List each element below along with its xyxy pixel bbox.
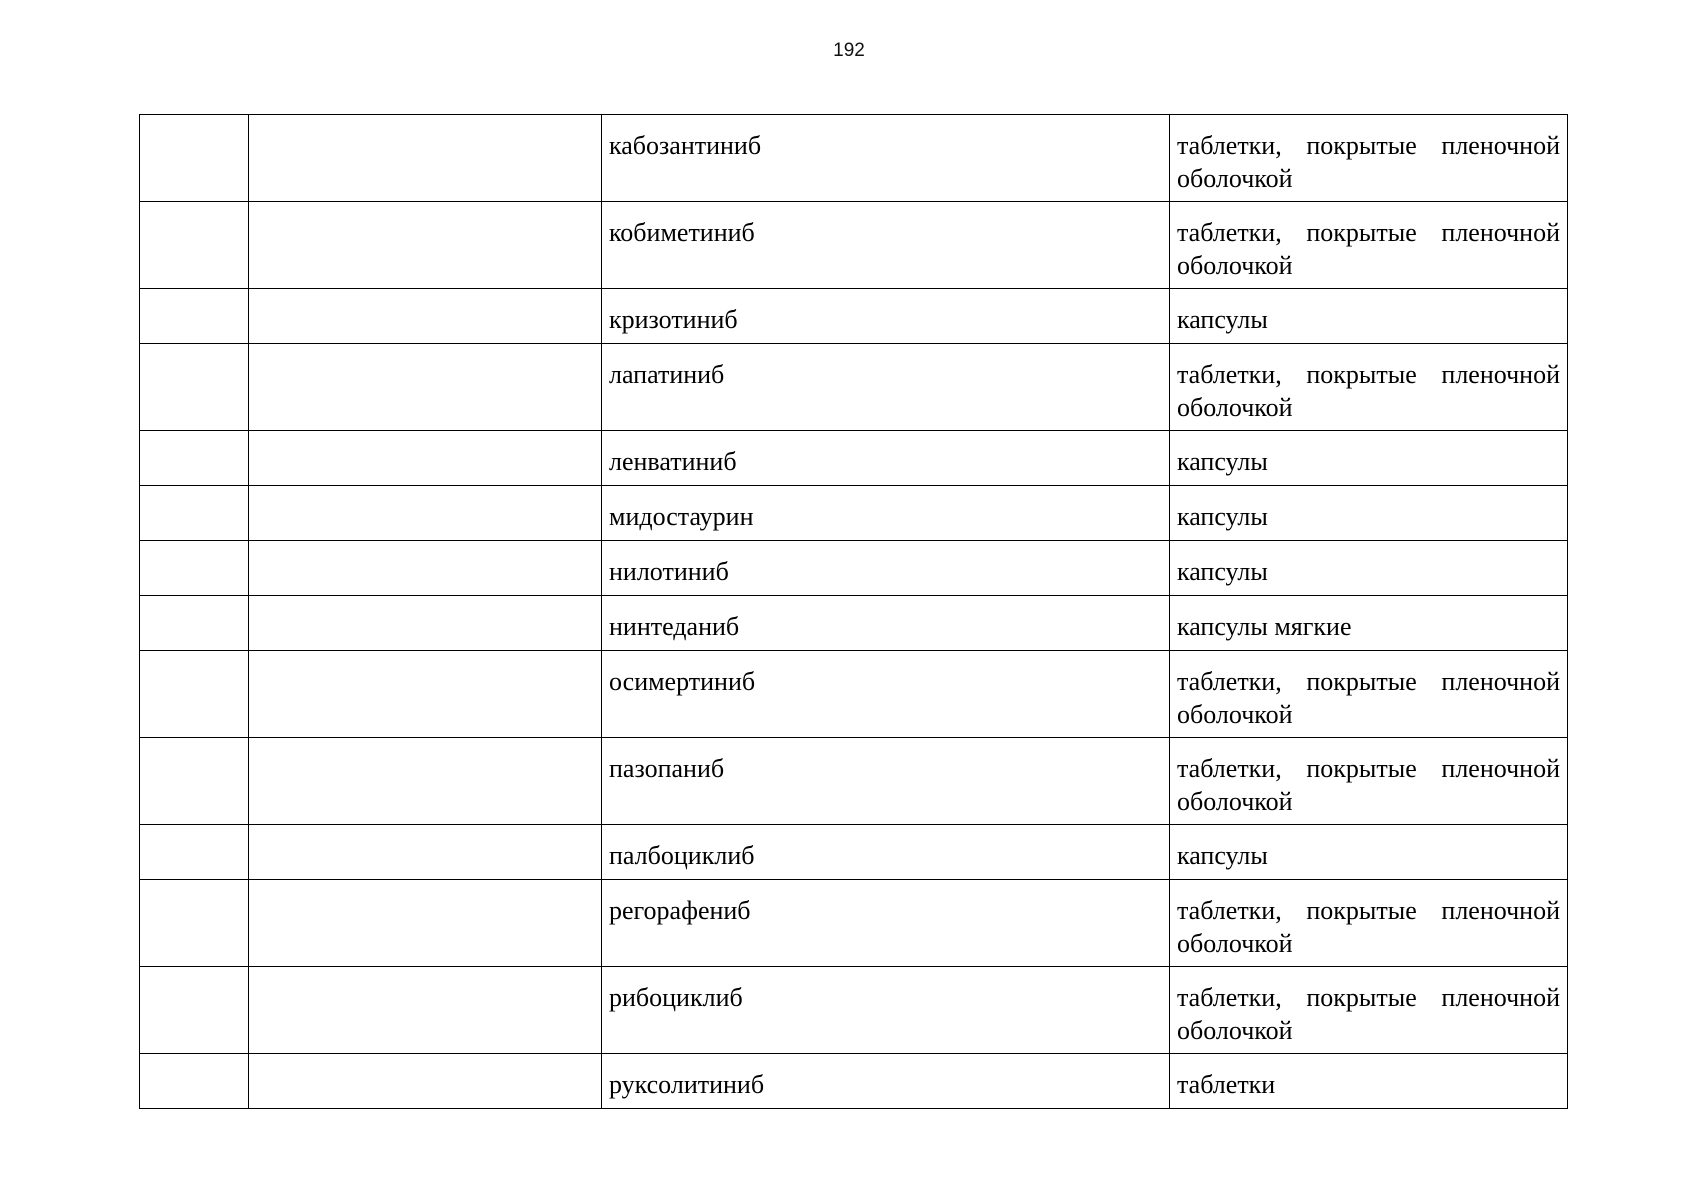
code-cell (140, 880, 249, 967)
drug-name-cell: мидостаурин (602, 486, 1170, 541)
code-cell (140, 651, 249, 738)
group-cell (249, 115, 602, 202)
table-row (140, 202, 1568, 289)
code-cell (140, 289, 249, 344)
dosage-form-cell: капсулы мягкие (1170, 596, 1568, 651)
table-row (140, 344, 1568, 431)
code-cell (140, 344, 249, 431)
code-cell (140, 486, 249, 541)
code-cell (140, 738, 249, 825)
table-row (140, 738, 1568, 825)
code-cell (140, 431, 249, 486)
dosage-form-cell: капсулы (1170, 486, 1568, 541)
group-cell (249, 825, 602, 880)
group-cell (249, 486, 602, 541)
dosage-form-cell: таблетки, покрытые пленочной оболочкой (1170, 651, 1568, 738)
table-row (140, 486, 1568, 541)
group-cell (249, 651, 602, 738)
table-row (140, 825, 1568, 880)
table-row (140, 880, 1568, 967)
page-number: 192 (833, 40, 865, 61)
drug-name-cell: нилотиниб (602, 541, 1170, 596)
group-cell (249, 431, 602, 486)
drug-name-cell: руксолитиниб (602, 1054, 1170, 1109)
code-cell (140, 202, 249, 289)
group-cell (249, 880, 602, 967)
drug-table (139, 114, 1568, 1109)
table-row (140, 541, 1568, 596)
group-cell (249, 541, 602, 596)
group-cell (249, 738, 602, 825)
group-cell (249, 344, 602, 431)
dosage-form-cell: таблетки, покрытые пленочной оболочкой (1170, 967, 1568, 1054)
code-cell (140, 596, 249, 651)
group-cell (249, 202, 602, 289)
drug-name-cell: пазопаниб (602, 738, 1170, 825)
dosage-form-cell: таблетки, покрытые пленочной оболочкой (1170, 738, 1568, 825)
code-cell (140, 967, 249, 1054)
table-row (140, 1054, 1568, 1109)
table-row (140, 431, 1568, 486)
code-cell (140, 1054, 249, 1109)
table-row (140, 651, 1568, 738)
group-cell (249, 289, 602, 344)
dosage-form-cell: капсулы (1170, 289, 1568, 344)
dosage-form-cell: таблетки, покрытые пленочной оболочкой (1170, 202, 1568, 289)
dosage-form-cell: таблетки, покрытые пленочной оболочкой (1170, 115, 1568, 202)
dosage-form-cell: таблетки (1170, 1054, 1568, 1109)
dosage-form-cell: капсулы (1170, 541, 1568, 596)
drug-name-cell: рибоциклиб (602, 967, 1170, 1054)
drug-name-cell: палбоциклиб (602, 825, 1170, 880)
table-row (140, 967, 1568, 1054)
table-row (140, 289, 1568, 344)
drug-name-cell: кабозантиниб (602, 115, 1170, 202)
drug-name-cell: регорафениб (602, 880, 1170, 967)
drug-name-cell: ленватиниб (602, 431, 1170, 486)
group-cell (249, 1054, 602, 1109)
drug-name-cell: кобиметиниб (602, 202, 1170, 289)
table-row (140, 115, 1568, 202)
dosage-form-cell: таблетки, покрытые пленочной оболочкой (1170, 880, 1568, 967)
code-cell (140, 541, 249, 596)
code-cell (140, 115, 249, 202)
drug-name-cell: кризотиниб (602, 289, 1170, 344)
group-cell (249, 596, 602, 651)
table-row (140, 596, 1568, 651)
dosage-form-cell: таблетки, покрытые пленочной оболочкой (1170, 344, 1568, 431)
drug-name-cell: осимертиниб (602, 651, 1170, 738)
dosage-form-cell: капсулы (1170, 431, 1568, 486)
drug-name-cell: лапатиниб (602, 344, 1170, 431)
code-cell (140, 825, 249, 880)
dosage-form-cell: капсулы (1170, 825, 1568, 880)
group-cell (249, 967, 602, 1054)
drug-name-cell: нинтеданиб (602, 596, 1170, 651)
